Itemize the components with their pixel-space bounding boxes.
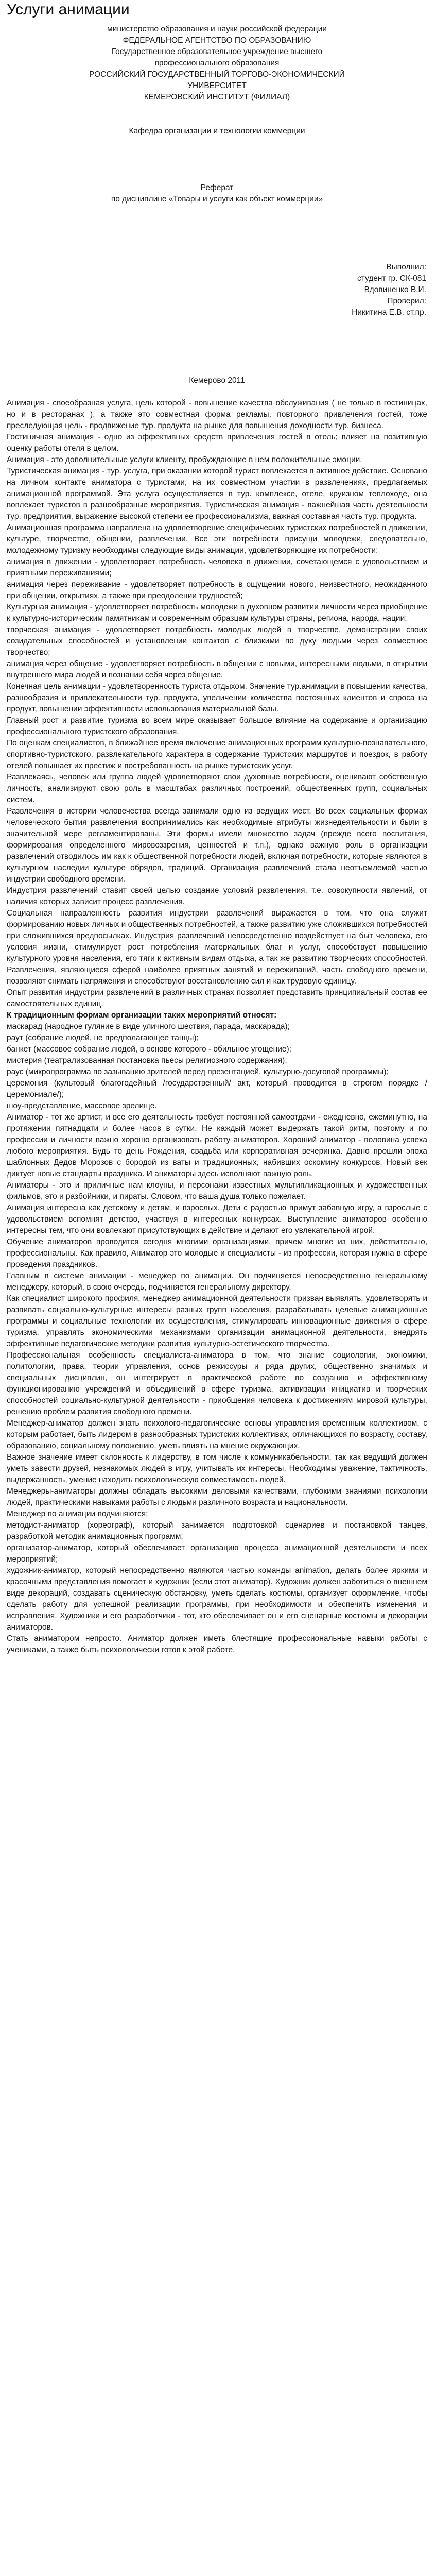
discipline: по дисциплине «Товары и услуги как объект коммерции» (111, 195, 323, 204)
subheading: К традиционным формам организации таких мероприятий относят: (7, 1011, 277, 1020)
performed-label: Выполнил: (386, 263, 426, 272)
department: Кафедра организации и технологии коммерции (129, 127, 305, 135)
report-label: Реферат (200, 183, 234, 192)
org-line-4: профессионального образования (154, 59, 280, 67)
list-item: художник-аниматор, который непосредственно являются частью команды animation, делать более яркими и красочными представления помогает и художник (если этот аниматор). Художник должен заботиться о внешнем виде декораций, создавать сценическую обстановку, уметь сделать костюмы, организует оформление, чтобы сделать работу для успешной реализации программы, при необходимости и обеспечить изменения и исправления. Художники и его разработчики - тот, кто обеспечивает он и его сценарные костюмы и декорации аниматоров. (7, 1566, 427, 1632)
org-line-3: Государственное образовательное учреждение высшего (111, 47, 323, 56)
paragraph: анимация через переживание - удовлетворяет потребность в ощущении нового, неизвестного, неожиданного при общении, открытиях, а также при преодолении трудностей; (7, 580, 427, 600)
paragraph: Стать аниматором непросто. Аниматор должен иметь блестящие профессиональные навыки работы с учениками, а также быть психологически готов к этой работе. (7, 1634, 427, 1654)
paragraph: творческая анимация - удовлетворяет потребность молодых людей в творчестве, демонстрации своих созидательных способностей и установлении контактов с близкими по духу людьми через совместное творчество; (7, 625, 427, 657)
paragraph: Анимационная программа направлена на удовлетворение специфических туристских потребностей в движении, культуре, творчестве, общении, развлечении. Все эти потребности присущи молодежи, следовательно, молодежному туризму необходимы следующие виды анимации, удовлетворяющие их потребности: (7, 523, 427, 555)
city-year: Кемерово 2011 (189, 376, 245, 385)
checked-label: Проверил: (387, 297, 426, 306)
body-text (7, 398, 427, 1656)
paragraph: Опыт развития индустрии развлечений в различных странах позволяет представить принципиальный состав ее самостоятельных единиц. (7, 988, 427, 1008)
checker-name: Никитина Е.В. ст.пр. (352, 308, 426, 317)
list-item: банкет (массовое собрание людей, в основе которого - обильное угощение); (7, 1045, 291, 1054)
list-item: раус (микропрограмма по зазыванию зрителей перед презентацией, культурно-досуговой программы); (7, 1067, 389, 1076)
paragraph: Развлечения в истории человечества всегда занимали одно из ведущих мест. Во всех социальных формах человеческого бытия развлечения воспринимались как необходимые атрибуты жизнедеятельности и были в значительной мере регламентированы. Эти формы имели множество задач (прежде всего воспитания, формирования определенного мировоззрения, ценностей и т.п.), однако важную роль в организации развлечений отводилось им как к общественной потребности людей, включая потребности, которые являются в культурном наследии культуре обрядов, традиций. Организация развлечений стала неотъемлемой частью индустрии свободного времени. (7, 807, 427, 884)
paragraph: Культурная анимация - удовлетворяет потребность молодежи в духовном развитии личности через приобщение к культурно-историческим памятникам и современным образцам культуры страны, региона, народа, нации; (7, 603, 427, 623)
paragraph: Обучение аниматоров проводится сегодня многими организациями, причем многие из них, действительно, профессиональны. Как правило, Аниматор это молодые и специалисты - из профессии, которая нужна в сфере проведения праздников. (7, 1238, 427, 1269)
title-page (7, 24, 427, 398)
paragraph: Главным в системе анимации - менеджер по анимации. Он подчиняется непосредственно генеральному менеджеру, который, в свою очередь, подчиняется генеральному директору. (7, 1272, 427, 1292)
list-item: методист-аниматор (хореограф), который занимается подготовкой сценариев и постановкой танцев, разработкой методик анимационных программ; (7, 1521, 427, 1541)
paragraph: Главный рост и развитие туризма во всем мире оказывает большое влияние на содержание и организацию профессионального туристского образования. (7, 716, 427, 736)
list-item: организатор-аниматор, который обеспечивает организацию процесса анимационной деятельности и всех мероприятий; (7, 1544, 427, 1564)
student-group: студент гр. СК-081 (357, 274, 426, 283)
paragraph: Гостиничная анимация - одно из эффективных средств привлечения гостей в отель; влияет на позитивную оценку работы отеля в целом. (7, 433, 427, 453)
paragraph: анимация через общение - удовлетворяет потребность в общении с новыми, интересными людьми, в открытии внутреннего мира людей и познании себя через общение. (7, 659, 427, 680)
paragraph: Менеджеры-аниматоры должны обладать высокими деловыми качествами, глубокими знаниями психологии людей, практическими навыками работы с людьми различного возраста и национальности. (7, 1487, 427, 1507)
paragraph: По оценкам специалистов, в ближайшее время включение анимационных программ культурно-познавательного, спортивно-туристского, развлекательного характера в содержание туристских маршрутов и поездок, в работу отелей повышает их престиж и востребованность на рынке туристских услуг. (7, 739, 427, 770)
paragraph: Анимация - это дополнительные услуги клиенту, пробуждающие в нем положительные эмоции. (7, 455, 362, 464)
paragraph: Развлекаясь, человек или группа людей удовлетворяют свои духовные потребности, оценивают собственную личность, анализируют свою роль в масштабах различных построений, общественных групп, социальных систем. (7, 773, 427, 804)
paragraph: Важное значение имеет склонность к лидерству, в том числе к коммуникабельности, так как ведущий должен уметь завести друзей, незнакомых людей в игру, учитывать их интересы. Необходимы уважение, тактичность, выдержанность, умение находить психологическую совместимость людей. (7, 1453, 427, 1484)
paragraph: Анимация интересна как детскому и детям, и взрослых. Дети с радостью примут забавную игру, а взрослые с удовольствием вспомнят детство, участвуя в интересных конкурсах. Выступление аниматоров особенно интересны тем, что они вовлекают присутствующих в действие и делают его увлекательной игрой. (7, 1204, 427, 1235)
paragraph: Менеджер-аниматор должен знать психолого-педагогические основы управления временным коллективом, с которым работает, быть лидером в разнообразных туристских коллективах, отличающихся по возрасту, составу, образованию, социальному положению, уметь влиять на мнение окружающих. (7, 1419, 427, 1450)
list-item: шоу-представление, массовое зрелище. (7, 1101, 157, 1110)
student-name: Вдовиненко В.И. (364, 285, 426, 294)
paragraph: Профессиональная особенность специалиста-аниматора в том, что знание социологии, экономики, политологии, права, теории управления, основ режиссуры и ряда других, общественно значимых и специальных дисциплин, он интегрирует в практической работе по созданию и эффективному функционированию учреждений и объединений в сфере туризма, активизации инициатив и творческих способностей социально-культурной деятельности - приобщения человека к достижениям мировой культуры, решению проблем развития свободного времени. (7, 1351, 427, 1416)
org-line-2: ФЕДЕРАЛЬНОЕ АГЕНТСТВО ПО ОБРАЗОВАНИЮ (123, 36, 311, 45)
org-line-5: РОССИЙСКИЙ ГОСУДАРСТВЕННЫЙ ТОРГОВО-ЭКОНОМИЧЕСКИЙ (89, 70, 345, 79)
paragraph: Аниматор - тот же артист, и все его деятельность требует постоянной самоотдачи - ежедневно, ежеминутно, на протяжении пятнадцати и более часов в сутки. Не каждый может выдержать такой ритм, поэтому и по профессии и личности важно хорошо организовать работу аниматоров. Хороший аниматор - половина успеха любого мероприятия. Будь то день Рождения, свадьба или корпоративная вечеринка. Давно прошли эпоха шаблонных Дедов Морозов с бородой из ваты и традиционных, набивших оскомину конкурсов. Новый век диктует новые стандарты праздника. И аниматоры здесь исполняют важную роль. (7, 1113, 427, 1178)
list-item: маскарад (народное гуляние в виде уличного шествия, парада, маскарада); (7, 1022, 290, 1031)
paragraph: Туристическая анимация - тур. услуга, при оказании которой турист вовлекается в активное действие. Основано на личном контакте аниматора с туристами, на их совместном участии в развлечениях, предлагаемых анимационной программой. Эта услуга осуществляется в тур. комплексе, отеле, круизном теплоходе, она вовлекает туристов в разнообразные мероприятия. Туристическая анимация - важнейшая часть деятельности тур. предприятия, выражение высокой степени ее профессионализма, важная составная часть тур. продукта. (7, 467, 427, 521)
paragraph: анимация в движении - удовлетворяет потребность человека в движении, сочетающемся с удовольствием и приятными переживаниями; (7, 557, 427, 578)
org-line-6: УНИВЕРСИТЕТ (187, 81, 247, 90)
paragraph: Социальная направленность развития индустрии развлечений выражается в том, что она служит формированию новых личных и общественных потребностей, а также развитию уже сложившихся потребностей при сложившихся предпосылках. Индустрия развлечений непосредственно воздействует на быт человека, его условия жизни, стимулирует рост потребления материальных благ и услуг, способствует повышению культурного уровня населения, его тяги к активным видам отдыха, а так же развитию творческих способностей. Развлечения, являющиеся сферой наиболее приятных занятий и переживаний, часть свободного времени, позволяют снимать напряжения и способствуют восстановлению сил и как трудовую единицу. (7, 909, 427, 986)
paragraph: Менеджер по анимации подчиняются: (7, 1510, 148, 1518)
paragraph: Анимация - своеобразная услуга, цель которой - повышение качества обслуживания ( не только в гостиницах, но и в ресторанах ), а также это совместная форма рекламы, повторного привлечения гостей, тоже преследующая цель - продвижение тур. продукта на рынке для повышения доходности тур. бизнеса. (7, 399, 427, 430)
list-item: раут (собрание людей, не предполагающее танцы); (7, 1033, 199, 1042)
paragraph: Как специалист широкого профиля, менеджер анимационной деятельности призван выявлять, удовлетворять и развивать социально-культурные интересы разных групп населения, разрабатывать целевые анимационные программы и социальные технологии их осуществления, стимулировать инновационные движения в сфере туризма, управлять экономическими механизмами организации анимационной деятельности, внедрять эффективные педагогические методики развития культурно-эстетического творчества. (7, 1294, 427, 1348)
paragraph: Аниматоры - это и приличные нам клоуны, и персонажи известных мультипликационных и художественных фильмов, это и разбойники, и пираты. Словом, что ваша душа только пожелает. (7, 1181, 427, 1201)
list-item: церемония (культовый благогодейный /государственный/ акт, который проводится в строгом порядке /церемониале/); (7, 1079, 427, 1099)
org-line-1: министерство образования и науки российской федерации (107, 25, 327, 33)
paragraph: Индустрия развлечений ставит своей целью создание условий развлечения, т.е. совокупности явлений, от наличия которых зависит процесс развлечения. (7, 886, 427, 906)
list-item: мистерия (театрализованная постановка пьесы религиозного содержания); (7, 1056, 287, 1065)
document-title: Услуги анимации (7, 1, 130, 18)
org-line-7: КЕМЕРОВСКИЙ ИНСТИТУТ (ФИЛИАЛ) (144, 93, 290, 101)
paragraph: Конечная цель анимации - удовлетворенность туриста отдыхом. Значение тур.анимации в повышении качества, разнообразия и привлекательности тур. продукта, увеличении количества постоянных клиентов и спроса на продукт, повышении эффективности использования материальной базы. (7, 682, 427, 714)
